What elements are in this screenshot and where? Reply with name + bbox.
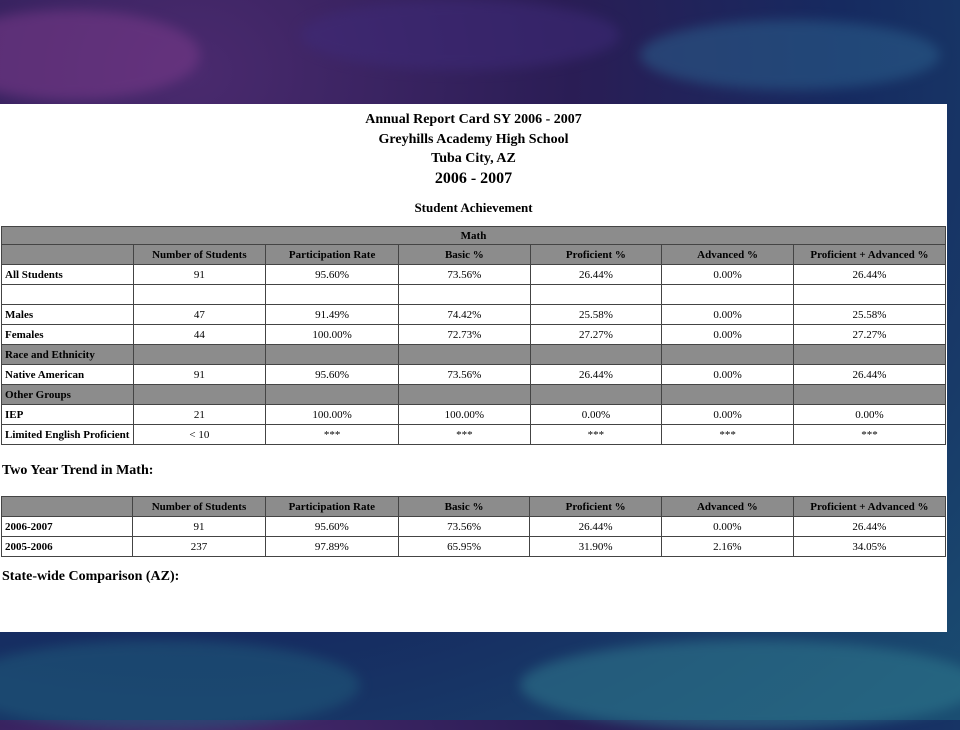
table-cell: 237 bbox=[133, 537, 266, 557]
table-cell: 100.00% bbox=[399, 405, 530, 425]
table-row bbox=[2, 325, 946, 345]
table-cell: *** bbox=[399, 425, 530, 445]
column-header: Participation Rate bbox=[266, 245, 399, 265]
table-cell: *** bbox=[793, 425, 945, 445]
trend-table bbox=[1, 496, 946, 557]
column-header: Proficient % bbox=[530, 245, 662, 265]
table-cell: 26.44% bbox=[530, 517, 662, 537]
table-cell: 95.60% bbox=[266, 265, 399, 285]
table-cell bbox=[133, 345, 265, 365]
table-cell: 27.27% bbox=[793, 325, 945, 345]
table-cell: 34.05% bbox=[793, 537, 945, 557]
column-header bbox=[2, 497, 133, 517]
row-label: Native American bbox=[2, 365, 134, 385]
background-shape bbox=[0, 10, 200, 100]
table-cell: *** bbox=[530, 425, 662, 445]
table-cell: 100.00% bbox=[266, 405, 399, 425]
column-header: Number of Students bbox=[133, 497, 266, 517]
column-header: Basic % bbox=[398, 497, 529, 517]
group-label: Other Groups bbox=[2, 385, 134, 405]
table-cell: 91 bbox=[133, 265, 265, 285]
table-cell: 47 bbox=[133, 305, 265, 325]
table-row bbox=[2, 537, 946, 557]
table-row bbox=[2, 365, 946, 385]
table-cell bbox=[266, 385, 399, 405]
row-label bbox=[2, 285, 134, 305]
table-cell: 25.58% bbox=[530, 305, 662, 325]
table-cell: 73.56% bbox=[399, 265, 530, 285]
table-row bbox=[2, 265, 946, 285]
table-cell: 26.44% bbox=[530, 265, 662, 285]
table-cell: *** bbox=[662, 425, 794, 445]
table-cell: 100.00% bbox=[266, 325, 399, 345]
table-cell: 97.89% bbox=[265, 537, 398, 557]
table-cell: 65.95% bbox=[398, 537, 529, 557]
table-cell: 0.00% bbox=[662, 265, 794, 285]
table-cell bbox=[530, 285, 662, 305]
table-row bbox=[2, 305, 946, 325]
table-cell bbox=[266, 285, 399, 305]
table-cell: 26.44% bbox=[530, 365, 662, 385]
table-cell: 31.90% bbox=[530, 537, 662, 557]
column-header: Advanced % bbox=[662, 245, 794, 265]
table-cell: 27.27% bbox=[530, 325, 662, 345]
column-header: Proficient + Advanced % bbox=[793, 245, 945, 265]
group-row bbox=[2, 385, 946, 405]
table-cell: 73.56% bbox=[398, 517, 529, 537]
table-cell: 91 bbox=[133, 517, 266, 537]
table-row bbox=[2, 517, 946, 537]
table-cell: 0.00% bbox=[662, 405, 794, 425]
row-label: IEP bbox=[2, 405, 134, 425]
table-cell: 26.44% bbox=[793, 265, 945, 285]
column-header: Proficient + Advanced % bbox=[793, 497, 945, 517]
row-label: 2005-2006 bbox=[2, 537, 133, 557]
row-label: All Students bbox=[2, 265, 134, 285]
table-cell: 72.73% bbox=[399, 325, 530, 345]
table-cell: 91.49% bbox=[266, 305, 399, 325]
table-cell bbox=[793, 385, 945, 405]
table-cell: *** bbox=[266, 425, 399, 445]
row-label: Limited English Proficient bbox=[2, 425, 134, 445]
table-cell: 25.58% bbox=[793, 305, 945, 325]
table-row bbox=[2, 405, 946, 425]
group-label: Race and Ethnicity bbox=[2, 345, 134, 365]
table-cell: 73.56% bbox=[399, 365, 530, 385]
table-cell: 21 bbox=[133, 405, 265, 425]
table-cell bbox=[530, 385, 662, 405]
row-label: Males bbox=[2, 305, 134, 325]
school-name: Greyhills Academy High School bbox=[378, 132, 569, 147]
table-cell: 74.42% bbox=[399, 305, 530, 325]
table-cell: 26.44% bbox=[793, 517, 945, 537]
table-cell bbox=[266, 345, 399, 365]
background-shape bbox=[640, 20, 940, 90]
row-label: Females bbox=[2, 325, 134, 345]
table-cell: 44 bbox=[133, 325, 265, 345]
table-row bbox=[2, 285, 946, 305]
row-label: 2006-2007 bbox=[2, 517, 133, 537]
table-cell: 0.00% bbox=[662, 365, 794, 385]
subject-header: Math bbox=[2, 227, 946, 245]
column-header: Basic % bbox=[399, 245, 530, 265]
report-header bbox=[0, 110, 947, 217]
table-cell: 0.00% bbox=[793, 405, 945, 425]
school-location: Tuba City, AZ bbox=[431, 151, 516, 166]
table-cell: 91 bbox=[133, 365, 265, 385]
table-cell: 26.44% bbox=[793, 365, 945, 385]
achievement-table bbox=[1, 226, 946, 445]
table-cell bbox=[662, 285, 794, 305]
table-cell bbox=[399, 385, 530, 405]
table-cell bbox=[133, 385, 265, 405]
background-shape bbox=[300, 0, 620, 70]
table-cell: 0.00% bbox=[662, 325, 794, 345]
table-row bbox=[2, 425, 946, 445]
column-header bbox=[2, 245, 134, 265]
table-cell bbox=[793, 345, 945, 365]
school-year: 2006 - 2007 bbox=[434, 170, 513, 187]
table-cell: 0.00% bbox=[662, 517, 794, 537]
table-cell bbox=[133, 285, 265, 305]
table-cell bbox=[662, 345, 794, 365]
background-shape bbox=[0, 640, 360, 730]
table-cell: 95.60% bbox=[265, 517, 398, 537]
column-header: Advanced % bbox=[662, 497, 794, 517]
report-sheet bbox=[0, 104, 947, 632]
table-cell bbox=[530, 345, 662, 365]
section-heading: Student Achievement bbox=[414, 200, 533, 215]
table-cell: 95.60% bbox=[266, 365, 399, 385]
column-header: Participation Rate bbox=[265, 497, 398, 517]
table-cell bbox=[399, 285, 530, 305]
column-header: Proficient % bbox=[530, 497, 662, 517]
column-header: Number of Students bbox=[133, 245, 265, 265]
table-cell bbox=[793, 285, 945, 305]
background-shape bbox=[520, 640, 960, 730]
table-cell: 0.00% bbox=[662, 305, 794, 325]
table-cell bbox=[662, 385, 794, 405]
report-title: Annual Report Card SY 2006 - 2007 bbox=[365, 112, 582, 127]
comparison-title: State-wide Comparison (AZ): bbox=[2, 569, 180, 584]
table-cell bbox=[399, 345, 530, 365]
trend-title: Two Year Trend in Math: bbox=[2, 463, 154, 478]
table-cell: < 10 bbox=[133, 425, 265, 445]
table-cell: 0.00% bbox=[530, 405, 662, 425]
table-cell: 2.16% bbox=[662, 537, 794, 557]
group-row bbox=[2, 345, 946, 365]
